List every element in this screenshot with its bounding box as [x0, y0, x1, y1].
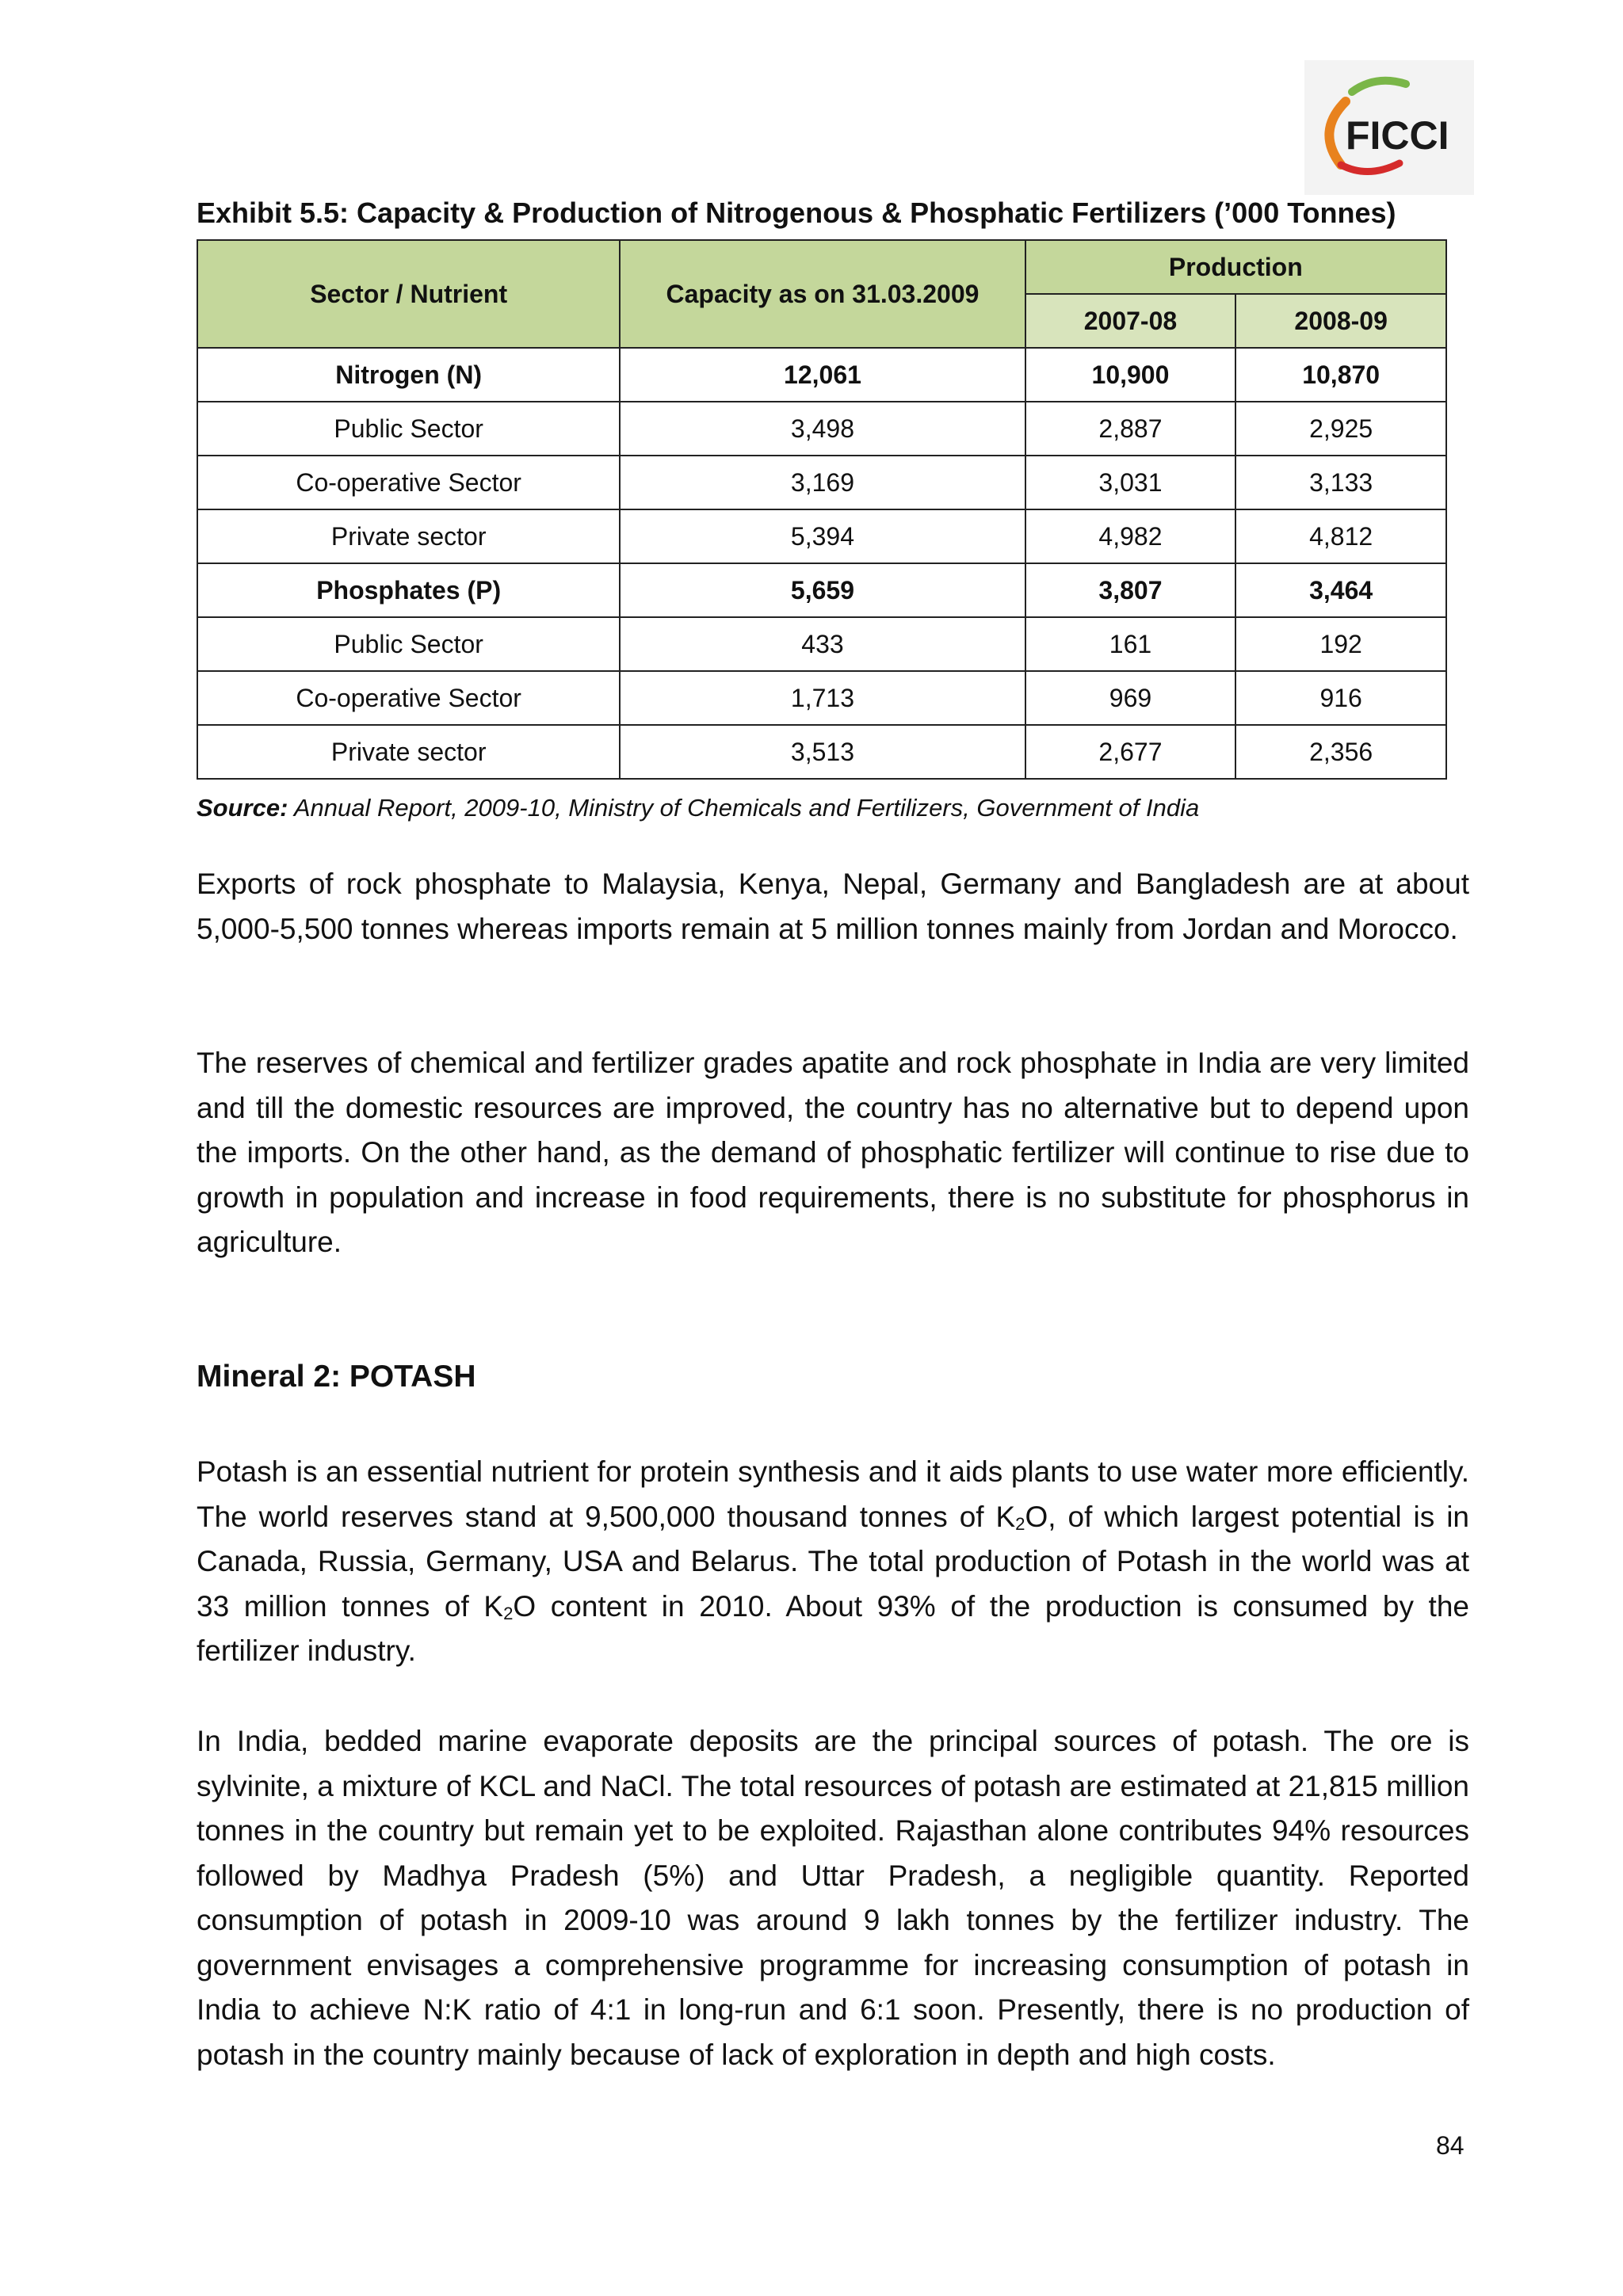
potash-text-b: O, of which largest potential is in Canada, Russia, Germany, USA and Belarus. The total production of Potash in the world was at 33 million tonnes of K: [197, 1500, 1469, 1623]
exhibit-title: Exhibit 5.5: Capacity & Production of Nitrogenous & Phosphatic Fertilizers (’000 Tonnes): [197, 196, 1396, 229]
row-prod-2007-08: 4,982: [1025, 509, 1236, 563]
row-prod-2007-08: 161: [1025, 617, 1236, 671]
row-label: Private sector: [197, 509, 620, 563]
row-prod-2008-09: 10,870: [1235, 348, 1446, 402]
row-prod-2008-09: 3,464: [1235, 563, 1446, 617]
row-capacity: 5,659: [620, 563, 1025, 617]
potash-text-a: Potash is an essential nutrient for protein synthesis and it aids plants to use water more efficiently. The world reserves stand at 9,500,000 thousand tonnes of K: [197, 1455, 1469, 1533]
paragraph-reserves: The reserves of chemical and fertilizer grades apatite and rock phosphate in India are very limited and till the domestic resources are improved, the country has no alternative but to depend upon the imports. On the other hand, as the demand of phosphatic fertilizer will continue to rise due to growth in population and increase in food requirements, there is no substitute for phosphorus in agriculture.: [197, 1047, 1469, 1258]
row-prod-2008-09: 2,356: [1235, 725, 1446, 779]
row-prod-2008-09: 192: [1235, 617, 1446, 671]
table-row: [197, 402, 1446, 456]
potash-text-c: O content in 2010. About 93% of the production is consumed by the fertilizer industry.: [197, 1589, 1469, 1667]
subscript-2: 2: [1015, 1513, 1025, 1534]
subscript-2: 2: [503, 1603, 514, 1623]
row-label: Phosphates (P): [197, 563, 620, 617]
source-note: [197, 794, 1199, 822]
table-row: [197, 617, 1446, 671]
paragraph-potash-india: In India, bedded marine evaporate deposits are the principal sources of potash. The ore is sylvinite, a mixture of KCL and NaCl. The total resources of potash are estimated at 21,815 million tonnes in the country but remain yet to be exploited. Rajasthan alone contributes 94% resources followed by Madhya Pradesh (5%) and Uttar Pradesh, a negligible quantity. Reported consumption of potash in 2009-10 was around 9 lakh tonnes by the fertilizer industry. The government envisages a comprehensive programme for increasing consumption of potash in India to achieve N:K ratio of 4:1 in long-run and 6:1 soon. Presently, there is no production of potash in the country mainly because of lack of exploration in depth and high costs.: [197, 1725, 1469, 2071]
source-text: Annual Report, 2009-10, Ministry of Chemicals and Fertilizers, Government of India: [288, 794, 1200, 822]
page-number: 84: [1436, 2131, 1465, 2160]
row-capacity: 1,713: [620, 671, 1025, 725]
header-capacity: Capacity as on 31.03.2009: [620, 240, 1025, 348]
row-prod-2007-08: 3,031: [1025, 456, 1236, 509]
table-row: [197, 348, 1446, 402]
source-label: Source:: [197, 794, 288, 822]
row-label: Public Sector: [197, 617, 620, 671]
row-prod-2008-09: 916: [1235, 671, 1446, 725]
table-row: [197, 725, 1446, 779]
table-row: [197, 456, 1446, 509]
fertilizer-table: [197, 239, 1447, 780]
row-label: Co-operative Sector: [197, 671, 620, 725]
row-capacity: 3,498: [620, 402, 1025, 456]
row-capacity: 12,061: [620, 348, 1025, 402]
row-prod-2007-08: 10,900: [1025, 348, 1236, 402]
table-row: [197, 509, 1446, 563]
table-row: [197, 671, 1446, 725]
header-year-1: 2007-08: [1025, 294, 1236, 348]
row-capacity: 5,394: [620, 509, 1025, 563]
row-prod-2008-09: 3,133: [1235, 456, 1446, 509]
table-row: [197, 563, 1446, 617]
row-capacity: 3,513: [620, 725, 1025, 779]
logo-text: FICCI: [1346, 113, 1449, 158]
section-heading: Mineral 2: POTASH: [197, 1360, 476, 1394]
row-label: Nitrogen (N): [197, 348, 620, 402]
paragraph-potash-intro: [197, 1450, 1469, 1674]
row-prod-2007-08: 2,887: [1025, 402, 1236, 456]
row-prod-2008-09: 2,925: [1235, 402, 1446, 456]
row-label: Public Sector: [197, 402, 620, 456]
row-prod-2008-09: 4,812: [1235, 509, 1446, 563]
header-sector: Sector / Nutrient: [197, 240, 620, 348]
row-label: Private sector: [197, 725, 620, 779]
header-production: Production: [1025, 240, 1446, 294]
row-prod-2007-08: 3,807: [1025, 563, 1236, 617]
paragraph-exports: Exports of rock phosphate to Malaysia, Kenya, Nepal, Germany and Bangladesh are at about 5,000-5,500 tonnes whereas imports remain at 5 million tonnes mainly from Jordan and Morocco.: [197, 868, 1469, 945]
row-capacity: 433: [620, 617, 1025, 671]
row-prod-2007-08: 2,677: [1025, 725, 1236, 779]
header-year-2: 2008-09: [1235, 294, 1446, 348]
row-prod-2007-08: 969: [1025, 671, 1236, 725]
row-capacity: 3,169: [620, 456, 1025, 509]
ficci-logo: [1304, 60, 1474, 195]
row-label: Co-operative Sector: [197, 456, 620, 509]
